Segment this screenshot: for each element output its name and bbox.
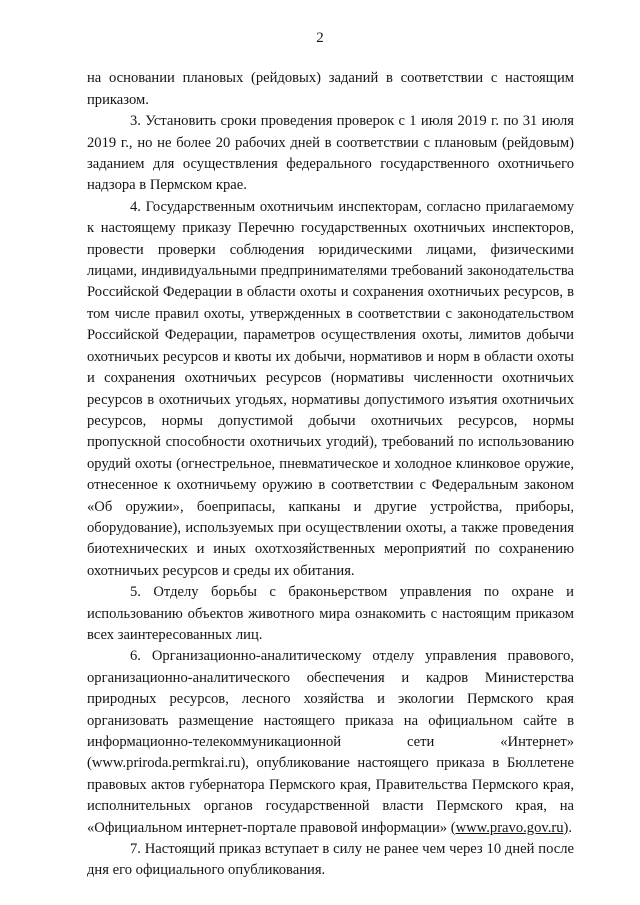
paragraph-4-inspectors: 4. Государственным охотничьим инспекторам, согласно прилагаемому к настоящему приказу Перечню государственных охотничьих инспекторов, провести проверки соблюдения юридическими лицами, физическими лицами, индивидуальными предпринимателями требований законодательства Российской Федерации в области охоты и сохранения охотничьих ресурсов, в том числе правил охоты, утвержденных в соответствии с законодательством Российской Федерации, параметров осуществления охоты, лимитов добычи охотничьих ресурсов и квоты их добычи, нормативов и норм в области охоты и сохранения охотничьих ресурсов (нормативы численности охотничьих ресурсов в охотничьих угодьях, нормативы допустимого изъятия охотничьих ресурсов, нормы допустимой добычи охотничьих ресурсов, нормы пропускной способности охотничьих угодий), требований по использованию орудий охоты (огнестрельное, пневматическое и холодное клинковое оружие, отнесенное к охотничьему оружию в соответствии с Федеральным законом «Об оружии», боеприпасы, капканы и другие устройства, приборы, оборудование), используемых при осуществлении охоты, а также проведения биотехнических и иных охотхозяйственных мероприятий по сохранению охотничьих ресурсов и среды их обитания. — [87, 198, 574, 579]
paragraph-3-inspection-dates: 3. Установить сроки проведения проверок с 1 июля 2019 г. по 31 июля 2019 г., но не более 20 рабочих дней в соответствии с плановым (рейдовым) заданием для осуществления федерального государственного охотничьего надзора в Пермском крае. — [87, 113, 574, 194]
pravo-gov-link[interactable]: (www.pravo.gov.ru) — [450, 819, 569, 836]
document-body — [0, 68, 640, 881]
paragraph-5-anti-poaching-dept: 5. Отделу борьбы с браконьерством управления по охране и использованию объектов животного мира ознакомить с настоящим приказом всех заинтересованных лиц. — [87, 584, 574, 643]
paragraph-6-tail: . — [568, 819, 573, 836]
page-number: 2 — [316, 30, 324, 46]
paragraph-7-entry-into-force: 7. Настоящий приказ вступает в силу не ранее чем через 10 дней после дня его официального опубликования. — [87, 841, 574, 879]
paragraph-6-publication — [87, 646, 574, 839]
paragraph-continuation: на основании плановых (рейдовых) заданий в соответствии с настоящим приказом. — [87, 70, 574, 108]
paragraph-6-text: 6. Организационно-аналитическому отделу управления правового, организационно-аналитического обеспечения и кадров Министерства природных ресурсов, лесного хозяйства и экологии Пермского края организовать размещение настоящего приказа на официальном сайте в информационно-телекоммуникационной сети «Интернет» (www.priroda.permkrai.ru), опубликование настоящего приказа в Бюллетене правовых актов губернатора Пермского края, Правительства Пермского края, исполнительных органов государственной власти Пермского края, на «Официальном интернет-портале правовой информации» — [87, 648, 574, 836]
